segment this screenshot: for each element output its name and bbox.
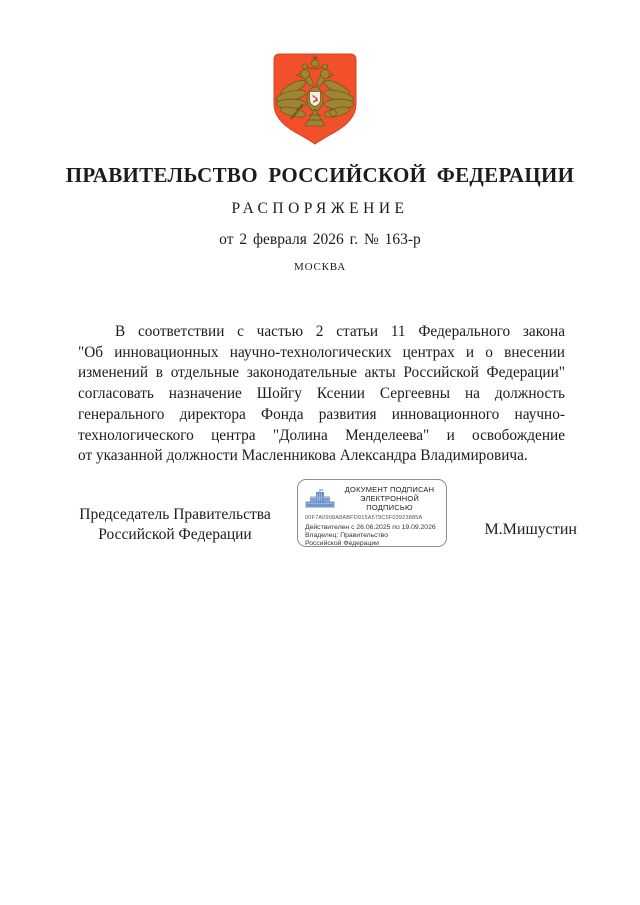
certificate-validity: Действителен с 26.06.2025 по 19.09.2026 <box>305 523 436 531</box>
certificate-number: 00F7A0908A8ABFD915A579C5F03923885A <box>305 515 423 521</box>
city-label: МОСКВА <box>294 261 346 273</box>
signer-title <box>75 505 275 545</box>
body-line: "Об инновационных научно-технологических центрах и о внесении <box>78 343 565 361</box>
decree-body <box>78 322 565 467</box>
government-building-icon <box>305 489 335 508</box>
signer-name: М.Мишустин <box>484 521 577 538</box>
stamp-title-line2: ЭЛЕКТРОННОЙ ПОДПИСЬЮ <box>360 494 419 512</box>
stamp-title <box>340 485 439 512</box>
signer-title-line1: Председатель Правительства <box>79 506 271 523</box>
certificate-owner: Владелец: Правительство Российской Федерации <box>305 532 388 547</box>
body-line: изменений в отдельные законодательные акты Российской Федерации" <box>78 364 565 382</box>
body-line: В соответствии с частью 2 статьи 11 Федерального закона <box>115 323 565 340</box>
body-line: от указанной должности Масленникова Александра Владимировича. <box>78 447 528 465</box>
russian-coat-of-arms-icon <box>272 52 358 147</box>
stamp-title-line1: ДОКУМЕНТ ПОДПИСАН <box>344 485 435 494</box>
document-type-heading: РАСПОРЯЖЕНИЕ <box>231 200 409 217</box>
government-title: ПРАВИТЕЛЬСТВО РОССИЙСКОЙ ФЕДЕРАЦИИ <box>65 163 575 187</box>
body-line: согласовать назначение Шойгу Ксении Сергеевны на должность <box>78 385 565 403</box>
date-and-number-line: от 2 февраля 2026 г. № 163-р <box>219 231 421 248</box>
electronic-signature-stamp <box>297 479 447 547</box>
body-line: технологического центра "Долина Менделеева" и освобождение <box>78 426 565 444</box>
body-line: генерального директора Фонда развития инновационного научно- <box>78 405 565 423</box>
signer-title-line2: Российской Федерации <box>98 526 252 543</box>
